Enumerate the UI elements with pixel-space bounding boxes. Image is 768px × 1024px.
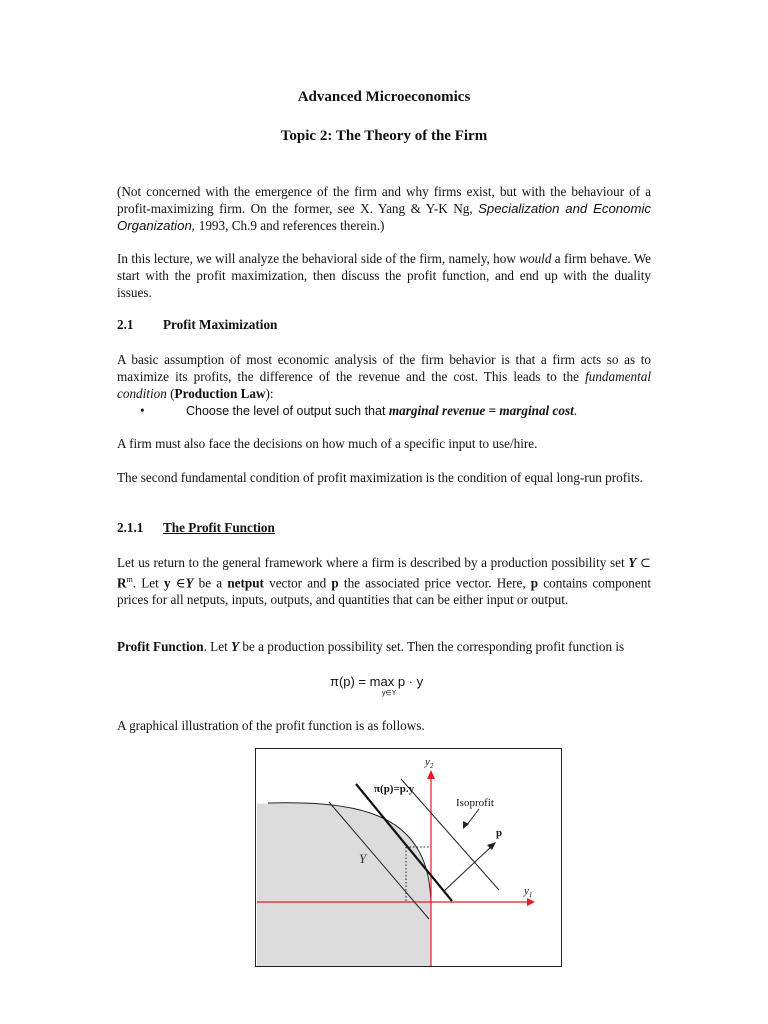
price-vector-arrow <box>443 845 493 892</box>
symbol-Y: Y <box>628 555 637 570</box>
superscript-m: m <box>126 575 133 584</box>
subsection-title: The Profit Function <box>163 520 275 535</box>
def-symbol-Y: Y <box>231 639 240 654</box>
def-text: be a production possibility set. Then the corresponding profit function is <box>239 639 625 654</box>
y2-axis-label: $y_2$ <box>425 756 434 771</box>
symbol-p: p <box>331 575 339 591</box>
section-title: Profit Maximization <box>163 317 278 332</box>
bullet-symbol: • <box>140 403 145 418</box>
isoprofit-label: Isoprofit <box>456 797 494 809</box>
text-vector-and: vector and <box>263 575 332 591</box>
mr-mc-condition: marginal revenue = marginal cost <box>388 403 574 418</box>
price-vector-label: p <box>496 827 503 839</box>
bullet-text: Choose the level of output such that <box>186 404 389 418</box>
profit-function-figure <box>255 748 562 967</box>
symbol-y: y <box>163 575 171 591</box>
paren: ( <box>166 386 175 401</box>
y1-axis-label: $y_1$ <box>524 885 533 900</box>
isoprofit-pointer-head <box>463 821 469 829</box>
text-price-vector: the associated price vector. Here, <box>338 575 531 591</box>
symbol-R: R <box>117 575 127 591</box>
def-text-let: . Let <box>203 639 232 654</box>
document-title: Advanced Microeconomics <box>297 89 471 105</box>
section-number: 2.1 <box>117 317 134 332</box>
section-2-1-paragraph-3: The second fundamental condition of profit maximization is the condition of equal long-run profits. <box>117 470 643 485</box>
production-law: Production Law <box>174 386 266 401</box>
paren-close: ): <box>265 386 274 401</box>
figure-graphic <box>256 749 563 968</box>
bullet-period: . <box>573 403 578 418</box>
section-2-1-paragraph-1 <box>117 351 651 402</box>
symbol-p-2: p <box>530 575 539 591</box>
symbol-Y-2: Y <box>185 575 194 591</box>
isoprofit-pointer <box>466 809 479 826</box>
intro-paragraph-2 <box>117 250 651 301</box>
subset-symbol: ⊂ <box>636 555 651 570</box>
formula-subscript: y∈Y <box>382 690 397 697</box>
production-set-label: Y <box>359 851 367 866</box>
would-emphasis: would <box>519 251 552 266</box>
profit-function-definition <box>117 638 651 655</box>
bullet-item <box>140 402 660 420</box>
intro-text: (Not concerned with the emergence of the firm and why firms exist, but with the behaviour of a profit-maximizing firm. On the former, see X. Yang & Y-K Ng, <box>117 184 651 216</box>
section-heading-2-1-1 <box>117 520 275 536</box>
profit-equation-label: π(p)=p.y <box>374 783 415 795</box>
assumption-text: A basic assumption of most economic analysis of the firm behavior is that a firm acts so as to maximize its profits, the difference of the revenue and the cost. This leads to the <box>117 352 651 384</box>
netput-term: netput <box>227 575 264 591</box>
intro-paragraph-1 <box>117 183 651 234</box>
book-title: Specialization and Economic Organization, <box>117 201 651 233</box>
section-2-1-paragraph-2: A firm must also face the decisions on how much of a specific input to use/hire. <box>117 436 538 451</box>
intro2-text-end: a firm behave. We start with the profit maximization, then discuss the profit function, and end up with the duality issues. <box>117 251 652 300</box>
text-contains: contains component prices for all netputs, inputs, outputs, and quantities that can be either input or output. <box>117 575 651 608</box>
intro-text-end: 1993, Ch.9 and references therein.) <box>195 218 385 233</box>
production-set-region <box>257 803 431 966</box>
graph-intro-paragraph: A graphical illustration of the profit function is as follows. <box>117 718 425 733</box>
section-2-1-1-paragraph-1 <box>117 554 651 608</box>
definition-label: Profit Function <box>117 639 204 654</box>
subsection-number: 2.1.1 <box>117 520 144 535</box>
fundamental-condition: fundamental condition <box>117 369 651 401</box>
intro2-text: In this lecture, we will analyze the behavioral side of the firm, namely, how <box>117 251 520 266</box>
framework-text: Let us return to the general framework where a firm is described by a production possibility set <box>117 555 629 570</box>
text-be-a: be a <box>193 575 228 591</box>
profit-function-formula <box>330 674 424 697</box>
text-let: . Let <box>132 575 164 591</box>
topic-title: Topic 2: The Theory of the Firm <box>280 128 488 144</box>
section-heading-2-1 <box>117 317 277 333</box>
formula-main: π(p) = max p · y <box>330 674 424 689</box>
in-symbol: ∈ <box>170 575 186 591</box>
